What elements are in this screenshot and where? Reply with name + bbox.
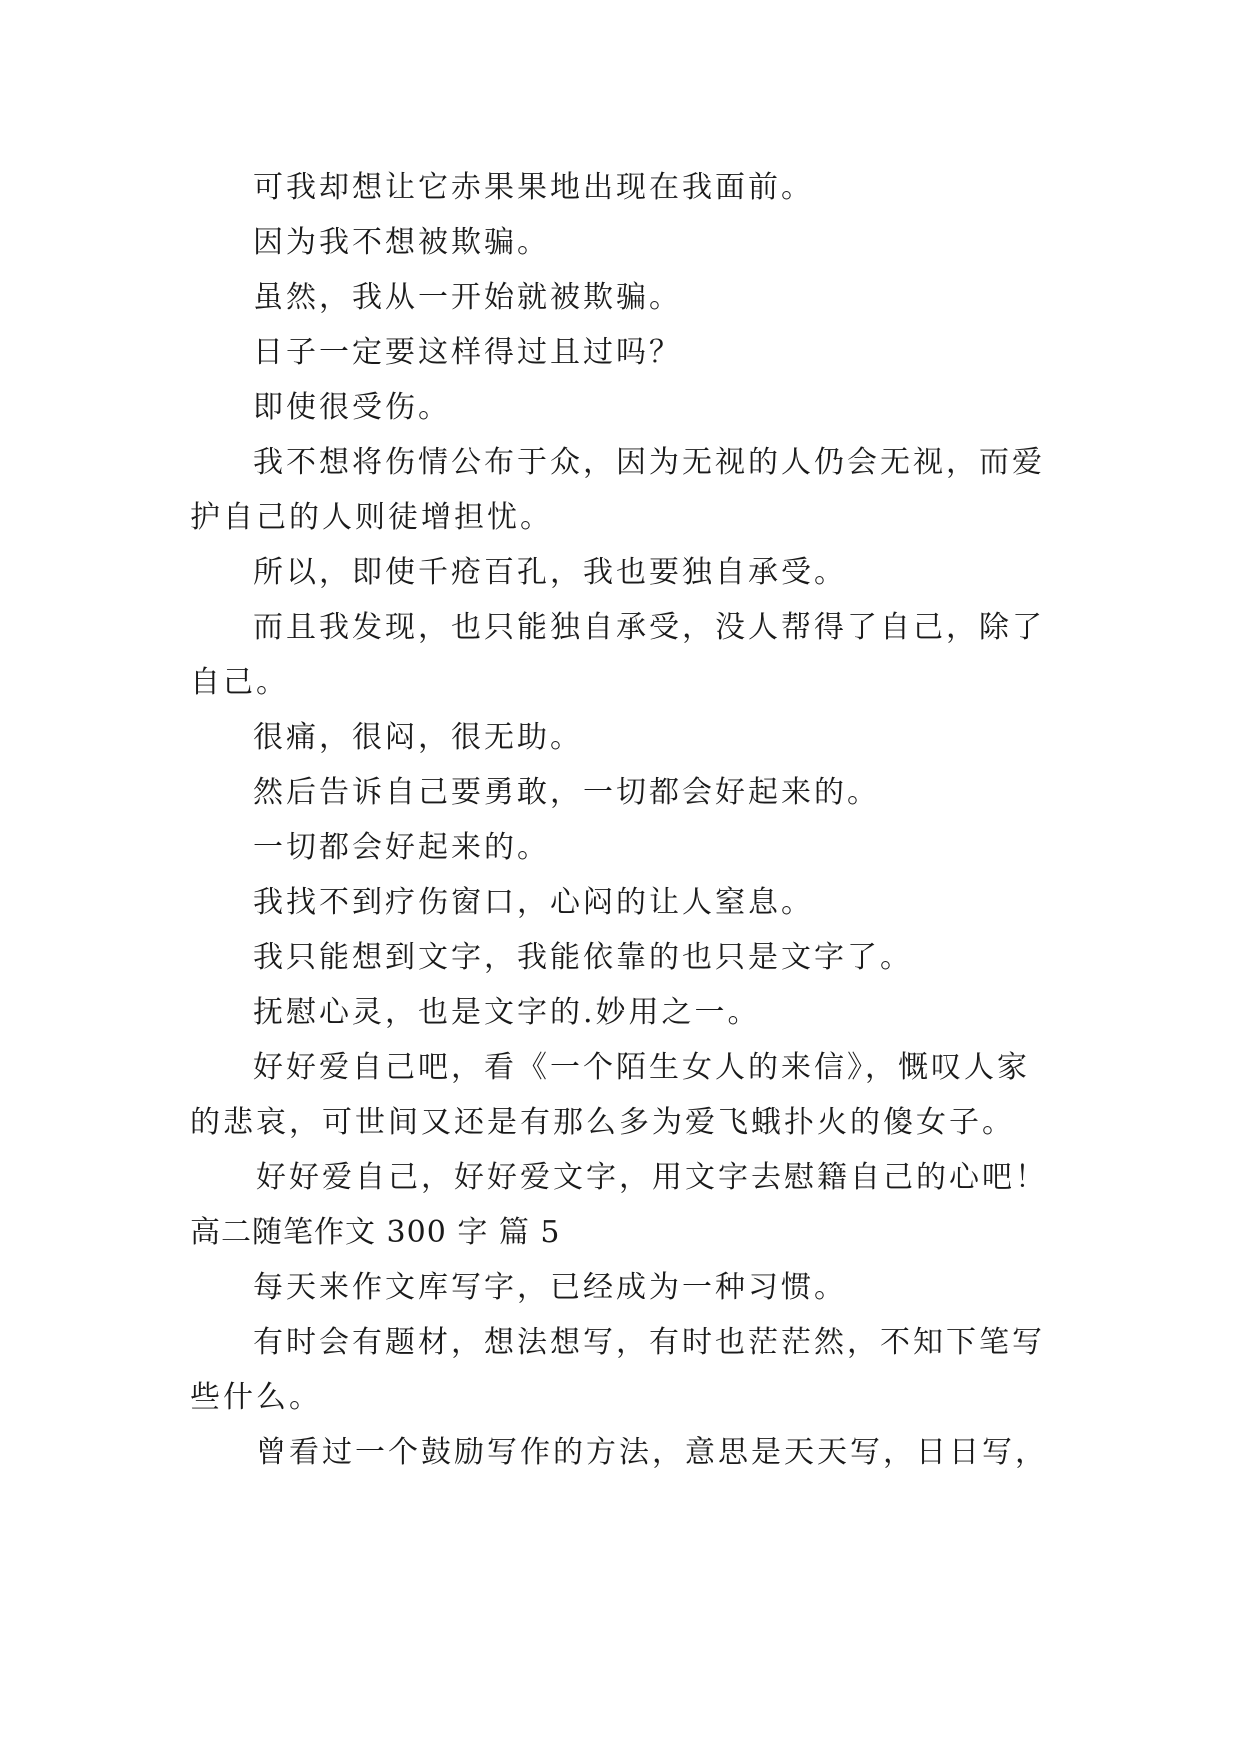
- paragraph-line-continued: 护自己的人则徒增担忧。: [190, 500, 553, 535]
- paragraph-line: 然后告诉自己要勇敢，一切都会好起来的。: [253, 775, 880, 810]
- paragraph-line: 有时会有题材，想法想写，有时也茫茫然，不知下笔写: [253, 1325, 1045, 1360]
- paragraph-line-continued: 自己。: [190, 665, 289, 700]
- paragraph-line: 一切都会好起来的。: [253, 830, 550, 865]
- paragraph-line: 很痛，很闷，很无助。: [253, 720, 583, 755]
- paragraph-line: 所以，即使千疮百孔，我也要独自承受。: [253, 555, 847, 590]
- paragraph-line: 好好爱自己吧，看《一个陌生女人的来信》，慨叹人家: [253, 1050, 1030, 1085]
- paragraph-line: 而且我发现，也只能独自承受，没人帮得了自己，除了: [253, 610, 1045, 645]
- paragraph-line: 好好爱自己，好好爱文字，用文字去慰籍自己的心吧！: [256, 1160, 1048, 1195]
- paragraph-line: 我只能想到文字，我能依靠的也只是文字了。: [253, 940, 913, 975]
- paragraph-line: 因为我不想被欺骗。: [253, 225, 550, 260]
- paragraph-line: 即使很受伤。: [253, 390, 451, 425]
- paragraph-line-continued: 的悲哀，可世间又还是有那么多为爱飞蛾扑火的傻女子。: [190, 1105, 1015, 1140]
- paragraph-line: 可我却想让它赤果果地出现在我面前。: [253, 170, 814, 205]
- paragraph-line: 日子一定要这样得过且过吗？: [253, 335, 682, 370]
- paragraph-line: 我找不到疗伤窗口，心闷的让人窒息。: [253, 885, 814, 920]
- paragraph-line-continued: 些什么。: [190, 1380, 322, 1415]
- paragraph-line: 抚慰心灵，也是文字的.妙用之一。: [253, 995, 761, 1030]
- paragraph-line: 曾看过一个鼓励写作的方法，意思是天天写，日日写，: [256, 1435, 1048, 1470]
- essay-body: [190, 160, 1060, 1480]
- section-heading: 高二随笔作文 300 字 篇 5: [190, 1215, 561, 1250]
- paragraph-line: 每天来作文库写字，已经成为一种习惯。: [253, 1270, 847, 1305]
- paragraph-line: 我不想将伤情公布于众，因为无视的人仍会无视，而爱: [253, 445, 1045, 480]
- paragraph-line: 虽然，我从一开始就被欺骗。: [253, 280, 682, 315]
